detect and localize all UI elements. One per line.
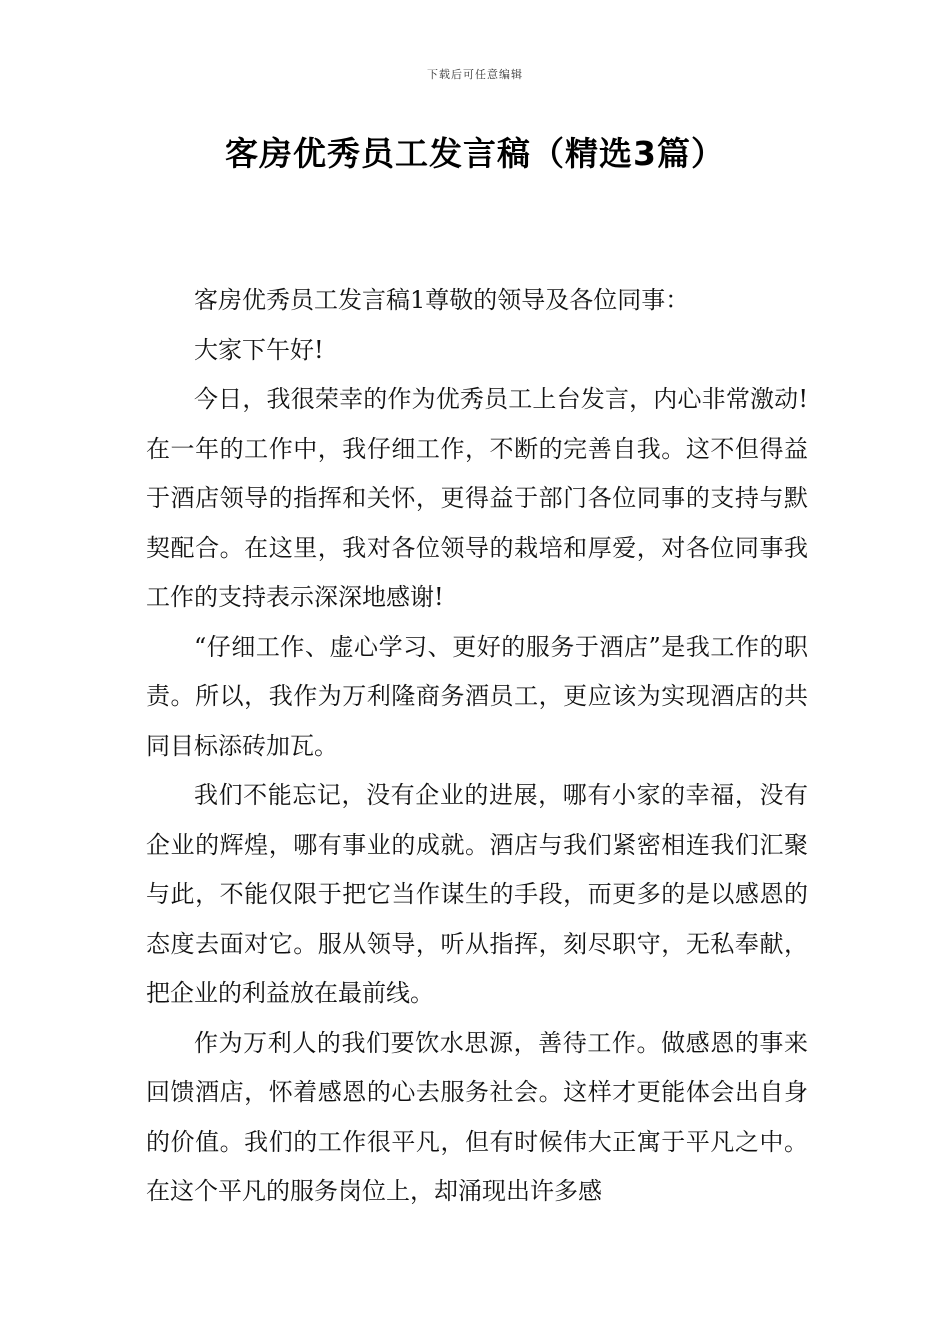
- download-note: 下载后可任意编辑: [427, 68, 523, 81]
- document-title: 客房优秀员工发言稿（精选3篇）: [225, 134, 725, 173]
- paragraph-greeting: 大家下午好!: [194, 335, 324, 364]
- paragraph-duty: “仔细工作、虚心学习、更好的服务于酒店”是我工作的职责。所以，我作为万利隆商务酒员工，更应该为实现酒店的共同目标添砖加瓦。: [146, 632, 808, 760]
- paragraph-enterprise: 我们不能忘记，没有企业的进展，哪有小家的幸福，没有企业的辉煌，哪有事业的成就。酒店与我们紧密相连我们汇聚与此，不能仅限于把它当作谋生的手段，而更多的是以感恩的态度去面对它。服从领导，听从指挥，刻尽职守，无私奉献，把企业的利益放在最前线。: [146, 781, 808, 1007]
- document-body: [146, 276, 808, 1217]
- paragraph-salutation: 客房优秀员工发言稿1尊敬的领导及各位同事：: [194, 286, 690, 314]
- paragraph-thanks: 今日，我很荣幸的作为优秀员工上台发言，内心非常激动!在一年的工作中，我仔细工作，不断的完善自我。这不但得益于酒店领导的指挥和关怀，更得益于部门各位同事的支持与默契配合。在这里，我对各位领导的栽培和厚爱，对各位同事我工作的支持表示深深地感谢!: [146, 385, 808, 611]
- paragraph-gratitude: 作为万利人的我们要饮水思源，善待工作。做感恩的事来回馈酒店，怀着感恩的心去服务社会。这样才更能体会出自身的价值。我们的工作很平凡，但有时候伟大正寓于平凡之中。在这个平凡的服务岗位上，却涌现出许多感: [146, 1028, 808, 1205]
